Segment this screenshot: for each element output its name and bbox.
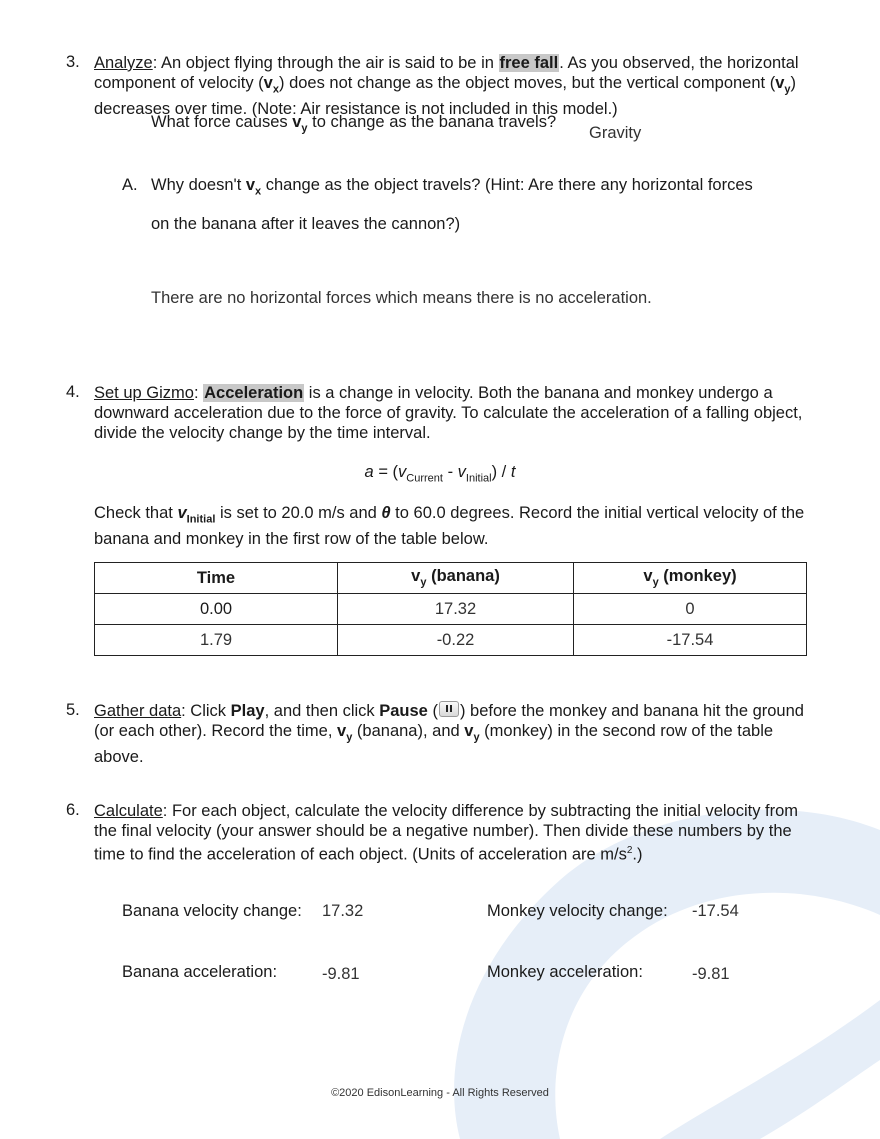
part-a-answer: There are no horizontal forces which means there is no acceleration. (151, 289, 652, 307)
question-3-prompt (151, 113, 556, 134)
monkey-change-value: -17.54 (692, 902, 739, 920)
q4-text-1: : (193, 384, 204, 402)
banana-change-label: Banana velocity change: (122, 902, 302, 920)
question-4-number: 4. (66, 383, 80, 401)
vx-sub: x (272, 83, 279, 96)
check-sub: Initial (186, 513, 216, 526)
formula-sub-initial: Initial (465, 472, 492, 485)
question-3-number: 3. (66, 53, 80, 71)
question-5-number: 5. (66, 701, 80, 719)
header-monkey-v: v (643, 567, 653, 586)
q3-text-2: . As you observed, the horizontal component of velocity ( (94, 54, 799, 92)
velocity-table (94, 562, 807, 656)
check-mid-2: to 60.0 degrees. Record the initial vertical velocity of the banana and monkey in the first row of the table below. (94, 504, 805, 549)
q5-sub1: y (346, 731, 353, 744)
part-a-letter: A. (122, 176, 138, 194)
q5-sub2: y (473, 731, 480, 744)
q3-text-1: : An object flying through the air is said to be in (152, 54, 499, 72)
formula-sub-current: Current (406, 472, 443, 485)
q5-text-1: : Click (181, 702, 231, 720)
q5-text-6: (monkey) in the second row of the table above. (94, 722, 774, 767)
header-monkey-rest: (monkey) (658, 567, 737, 586)
cell-time: 0.00 (95, 594, 338, 625)
question-3-label: Analyze (94, 54, 153, 72)
question-3-answer: Gravity (589, 124, 642, 142)
question-6-label: Calculate (94, 802, 163, 820)
q4-text-2: is a change in velocity. Both the banana and monkey undergo a downward acceleration due to the force of gravity. To calculate the acceleration of a falling object, divide the velocity change by the time interval. (94, 384, 803, 442)
question-4-text (94, 383, 824, 443)
part-a-line-2: on the banana after it leaves the cannon?) (151, 215, 461, 233)
monkey-accel-label: Monkey acceleration: (487, 963, 643, 981)
part-a-pre: Why doesn't (151, 176, 246, 194)
question-4-label: Set up Gizmo (94, 384, 194, 402)
question-5-label: Gather data (94, 702, 182, 720)
cell-monkey: 0 (574, 594, 807, 625)
q5-text-2: , and then click (264, 702, 380, 720)
formula-eq: = ( (373, 463, 399, 481)
table-header-row (95, 563, 807, 594)
q5-text-4: ) before the monkey and banana hit the ground (or each other). Record the time, (94, 702, 804, 740)
banana-change-value: 17.32 (322, 902, 364, 920)
part-a-line-1 (151, 176, 831, 197)
formula-v-initial: v (457, 463, 466, 481)
vy-symbol: v (775, 74, 785, 92)
header-banana-sub: y (420, 576, 427, 589)
q5-v2: v (464, 722, 474, 740)
pause-word: Pause (379, 702, 428, 720)
q3-prompt-pre: What force causes (151, 113, 293, 131)
cell-monkey: -17.54 (574, 625, 807, 656)
part-a-post: change as the object travels? (Hint: Are there any horizontal forces (261, 176, 753, 194)
table-row (95, 625, 807, 656)
header-banana-rest: (banana) (426, 567, 500, 586)
acceleration-term: Acceleration (204, 384, 304, 402)
free-fall-term: free fall (499, 54, 559, 72)
q3-text-3: ) does not change as the object moves, but the vertical component ( (278, 74, 776, 92)
question-6-text (94, 801, 824, 865)
question-6-number: 6. (66, 801, 80, 819)
check-v: v (177, 504, 187, 522)
formula-a: a (364, 463, 374, 481)
q6-sup: 2 (626, 845, 633, 856)
header-time: Time (95, 563, 338, 594)
header-banana-v: v (411, 567, 421, 586)
question-5-text (94, 701, 824, 767)
question-4-check (94, 503, 824, 549)
q5-text-5: (banana), and (352, 722, 465, 740)
part-a-sub: x (255, 185, 262, 198)
q3-prompt-post: to change as the banana travels? (307, 113, 557, 131)
q6-text-1: : For each object, calculate the velocity difference by subtracting the initial velocity from the final velocity (your answer should be a negative number). Then divide these numbers by the time to find the acceleration of each object. (Units of acceleration are m/s (94, 802, 799, 864)
monkey-change-label: Monkey velocity change: (487, 902, 668, 920)
formula-close: ) / (491, 463, 511, 481)
check-pre: Check that (94, 504, 178, 522)
cell-time: 1.79 (95, 625, 338, 656)
q5-v1: v (337, 722, 347, 740)
header-monkey (574, 563, 807, 594)
banana-accel-label: Banana acceleration: (122, 963, 278, 981)
q6-text-2: .) (632, 845, 643, 864)
q5-text-3: ( (427, 702, 438, 720)
table-row (95, 594, 807, 625)
pause-icon (439, 701, 459, 717)
part-a-v: v (245, 176, 256, 194)
formula-minus: - (442, 463, 458, 481)
banana-accel-value: -9.81 (322, 965, 360, 983)
vy-sub: y (784, 83, 791, 96)
acceleration-formula (0, 463, 880, 484)
header-monkey-sub: y (652, 576, 659, 589)
cell-banana: -0.22 (338, 625, 574, 656)
monkey-accel-value: -9.81 (692, 965, 730, 983)
formula-t: t (510, 463, 516, 481)
q3-prompt-sub: y (301, 122, 308, 135)
question-3-text (94, 53, 824, 119)
q3-text-4: ) decreases over time. (Note: Air resistance is not included in this model.) (94, 74, 796, 119)
cell-banana: 17.32 (338, 594, 574, 625)
formula-v-current: v (398, 463, 407, 481)
header-banana (338, 563, 574, 594)
q3-prompt-v: v (292, 113, 302, 131)
play-word: Play (230, 702, 265, 720)
footer-copyright: ©2020 EdisonLearning - All Rights Reserved (331, 1087, 549, 1099)
check-mid-1: is set to 20.0 m/s and (215, 504, 382, 522)
vx-symbol: v (263, 74, 273, 92)
theta-symbol: θ (381, 504, 391, 522)
